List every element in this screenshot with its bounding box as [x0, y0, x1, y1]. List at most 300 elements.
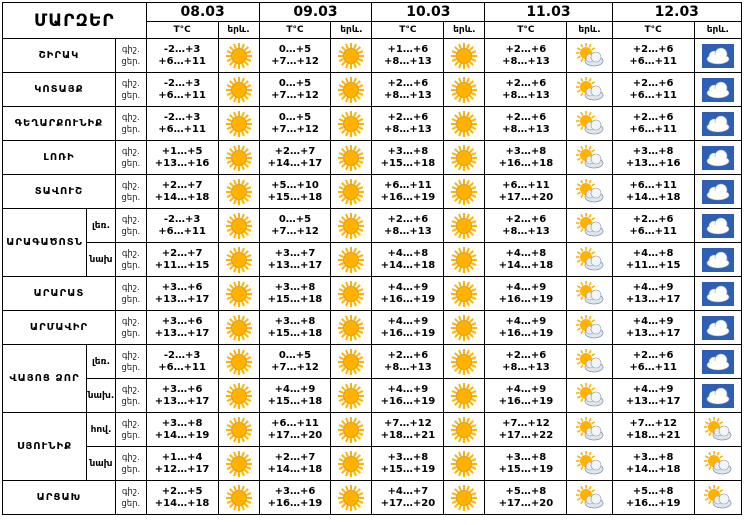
day-temperature: +14…+18 [625, 463, 681, 475]
day-temperature: +8…+13 [502, 89, 550, 101]
temperature-cell [146, 141, 218, 175]
day-temperature: +6…+11 [629, 123, 677, 135]
day-temperature: +13…+17 [625, 395, 681, 407]
day-temperature: +16…+19 [380, 327, 436, 339]
table-row [3, 243, 742, 277]
sun-behind-cloud-icon [694, 481, 741, 515]
day-temperature: +8…+13 [384, 361, 432, 373]
night-temperature: +2…+6 [632, 111, 674, 123]
sun-behind-cloud-icon [567, 413, 612, 447]
table-row [3, 141, 742, 175]
night-temperature: +3…+6 [161, 383, 203, 395]
day-temperature: +7…+12 [271, 55, 319, 67]
sun-behind-cloud-icon [567, 447, 612, 481]
night-temperature: +2…+6 [505, 111, 547, 123]
temperature-cell [612, 379, 694, 413]
temperature-cell [146, 209, 218, 243]
day-temperature: +14…+18 [498, 259, 554, 271]
night-temperature: +2…+7 [161, 179, 203, 191]
sun-icon [331, 311, 372, 345]
table-row [3, 73, 742, 107]
day-temperature: +14…+18 [267, 463, 323, 475]
temperature-cell [146, 277, 218, 311]
night-label: գիշ. [121, 486, 140, 497]
cloud-icon [694, 209, 741, 243]
region-name: ՎԱՅՈՑ ՁՈՐ [3, 345, 87, 413]
sun-behind-cloud-icon [567, 73, 612, 107]
night-label: գիշ. [121, 44, 140, 55]
temperature-cell [612, 345, 694, 379]
sun-icon [331, 209, 372, 243]
temperature-cell [259, 379, 331, 413]
night-temperature: -2…+3 [163, 77, 201, 89]
night-temperature: +2…+6 [387, 213, 429, 225]
day-temperature: +7…+12 [271, 123, 319, 135]
sun-behind-cloud-icon [567, 345, 612, 379]
date-header: 11.03 [485, 3, 612, 22]
time-of-day-labels [115, 73, 146, 107]
sun-behind-cloud-icon [567, 209, 612, 243]
night-temperature: -2…+3 [163, 43, 201, 55]
icon-column-header: երև. [218, 22, 259, 39]
night-temperature: +3…+7 [274, 247, 316, 259]
day-temperature: +16…+19 [498, 293, 554, 305]
sun-icon [218, 447, 259, 481]
day-temperature: +8…+13 [502, 55, 550, 67]
night-label: գիշ. [121, 180, 140, 191]
temperature-cell [612, 175, 694, 209]
day-label: ցեր. [121, 56, 141, 67]
cloud-icon [694, 277, 741, 311]
temperature-cell [259, 243, 331, 277]
sun-behind-cloud-icon [567, 141, 612, 175]
day-temperature: +6…+11 [158, 123, 206, 135]
region-name: ԿՈՏԱՅՔ [3, 73, 116, 107]
sun-icon [444, 481, 485, 515]
sun-behind-cloud-icon [567, 39, 612, 73]
subregion-name: հով. [87, 413, 116, 447]
night-temperature: -2…+3 [163, 349, 201, 361]
table-row [3, 107, 742, 141]
temperature-cell [485, 379, 567, 413]
sun-icon [218, 39, 259, 73]
day-label: ցեր. [121, 328, 141, 339]
day-temperature: +13…+17 [267, 259, 323, 271]
day-temperature: +15…+19 [380, 463, 436, 475]
cloud-icon [694, 39, 741, 73]
temperature-cell [259, 345, 331, 379]
night-temperature: +4…+9 [632, 315, 674, 327]
date-header: 10.03 [372, 3, 485, 22]
temperature-cell [146, 175, 218, 209]
region-name: ՍՅՈՒՆԻՔ [3, 413, 87, 481]
table-row [3, 39, 742, 73]
day-temperature: +14…+17 [267, 157, 323, 169]
sun-icon [218, 209, 259, 243]
day-temperature: +15…+18 [267, 395, 323, 407]
night-temperature: +4…+9 [387, 315, 429, 327]
night-label: գիշ. [121, 248, 140, 259]
temperature-cell [485, 311, 567, 345]
cloud-icon [694, 311, 741, 345]
night-temperature: +4…+8 [387, 247, 429, 259]
day-temperature: +8…+13 [384, 225, 432, 237]
temperature-cell [259, 413, 331, 447]
cloud-icon [694, 379, 741, 413]
day-temperature: +6…+11 [629, 55, 677, 67]
temperature-cell [485, 73, 567, 107]
night-temperature: +3…+8 [274, 281, 316, 293]
sun-icon [331, 413, 372, 447]
table-row [3, 447, 742, 481]
temperature-cell [259, 311, 331, 345]
night-temperature: +3…+8 [505, 145, 547, 157]
icon-column-header: երև. [567, 22, 612, 39]
day-temperature: +15…+18 [267, 191, 323, 203]
temperature-cell [485, 413, 567, 447]
night-temperature: +5…+10 [271, 179, 319, 191]
temperature-cell [485, 243, 567, 277]
night-temperature: +6…+11 [384, 179, 432, 191]
sun-icon [331, 73, 372, 107]
night-label: գիշ. [121, 78, 140, 89]
day-temperature: +6…+11 [158, 361, 206, 373]
night-temperature: +2…+5 [161, 485, 203, 497]
day-label: ցեր. [121, 158, 141, 169]
temperature-cell [372, 447, 444, 481]
day-temperature: +13…+17 [625, 327, 681, 339]
night-temperature: +3…+8 [505, 451, 547, 463]
date-header: 12.03 [612, 3, 741, 22]
temperature-cell [612, 277, 694, 311]
sun-icon [444, 209, 485, 243]
temperature-cell [372, 345, 444, 379]
day-label: ցեր. [121, 90, 141, 101]
day-label: ցեր. [121, 192, 141, 203]
day-temperature: +18…+21 [625, 429, 681, 441]
day-label: ցեր. [121, 124, 141, 135]
temperature-cell [259, 73, 331, 107]
night-temperature: +7…+12 [629, 417, 677, 429]
day-temperature: +13…+17 [625, 293, 681, 305]
day-temperature: +15…+19 [498, 463, 554, 475]
time-of-day-labels [115, 243, 146, 277]
region-name: ԼՈՌԻ [3, 141, 116, 175]
night-label: գիշ. [121, 214, 140, 225]
day-temperature: +7…+12 [271, 361, 319, 373]
temperature-cell [372, 141, 444, 175]
night-temperature: +2…+6 [505, 349, 547, 361]
time-of-day-labels [115, 141, 146, 175]
day-temperature: +17…+20 [267, 429, 323, 441]
region-name: ԳԵՂԱՐՔՈՒՆԻՔ [3, 107, 116, 141]
night-temperature: +2…+6 [505, 77, 547, 89]
sun-icon [218, 73, 259, 107]
sun-icon [331, 345, 372, 379]
night-temperature: 0…+5 [278, 349, 312, 361]
temperature-cell [146, 39, 218, 73]
temperature-cell [612, 141, 694, 175]
region-name: ԱՐՑԱԽ [3, 481, 116, 515]
time-of-day-labels [115, 413, 146, 447]
day-temperature: +8…+13 [502, 361, 550, 373]
sun-icon [444, 413, 485, 447]
temperature-cell [612, 209, 694, 243]
night-temperature: 0…+5 [278, 43, 312, 55]
night-temperature: +2…+6 [632, 213, 674, 225]
sun-behind-cloud-icon [567, 243, 612, 277]
table-row [3, 277, 742, 311]
night-temperature: +4…+8 [505, 247, 547, 259]
day-temperature: +15…+18 [267, 293, 323, 305]
sun-icon [331, 379, 372, 413]
sun-icon [444, 345, 485, 379]
temperature-cell [372, 311, 444, 345]
temperature-cell [612, 447, 694, 481]
icon-column-header: երև. [444, 22, 485, 39]
temperature-cell [259, 39, 331, 73]
night-label: գիշ. [121, 146, 140, 157]
night-temperature: +1…+4 [161, 451, 203, 463]
night-label: գիշ. [121, 418, 140, 429]
forecast-body [3, 39, 742, 515]
sun-icon [444, 277, 485, 311]
temp-column-header: T°C [485, 22, 567, 39]
time-of-day-labels [115, 379, 146, 413]
day-temperature: +16…+19 [380, 191, 436, 203]
day-label: ցեր. [121, 226, 141, 237]
night-temperature: +7…+12 [502, 417, 550, 429]
sun-icon [444, 73, 485, 107]
night-temperature: +5…+8 [505, 485, 547, 497]
night-temperature: +3…+8 [387, 145, 429, 157]
cloud-icon [694, 107, 741, 141]
night-label: գիշ. [121, 350, 140, 361]
sun-behind-cloud-icon [567, 379, 612, 413]
temperature-cell [259, 209, 331, 243]
sun-icon [444, 447, 485, 481]
table-row [3, 413, 742, 447]
region-name: ԱՐԱՐԱՏ [3, 277, 116, 311]
table-row [3, 311, 742, 345]
temperature-cell [485, 39, 567, 73]
sun-icon [218, 243, 259, 277]
day-temperature: +13…+17 [154, 327, 210, 339]
night-temperature: -2…+3 [163, 213, 201, 225]
table-row [3, 345, 742, 379]
temperature-cell [146, 345, 218, 379]
temperature-cell [612, 39, 694, 73]
day-temperature: +16…+19 [267, 497, 323, 509]
day-temperature: +8…+13 [384, 123, 432, 135]
time-of-day-labels [115, 107, 146, 141]
temperature-cell [485, 107, 567, 141]
temp-column-header: T°C [612, 22, 694, 39]
temperature-cell [612, 311, 694, 345]
day-temperature: +6…+11 [629, 89, 677, 101]
day-temperature: +6…+11 [158, 225, 206, 237]
region-name: ՇԻՐԱԿ [3, 39, 116, 73]
night-temperature: +2…+7 [274, 145, 316, 157]
night-temperature: +4…+9 [505, 281, 547, 293]
day-label: ցեր. [121, 260, 141, 271]
night-label: գիշ. [121, 282, 140, 293]
day-temperature: +16…+19 [380, 395, 436, 407]
temperature-cell [146, 413, 218, 447]
night-temperature: +6…+11 [271, 417, 319, 429]
temperature-cell [612, 73, 694, 107]
night-temperature: +2…+6 [632, 349, 674, 361]
night-temperature: +3…+8 [632, 451, 674, 463]
night-temperature: +2…+6 [632, 43, 674, 55]
day-temperature: +16…+19 [498, 327, 554, 339]
day-temperature: +16…+19 [380, 293, 436, 305]
sun-icon [331, 277, 372, 311]
day-temperature: +16…+19 [625, 497, 681, 509]
night-temperature: +4…+9 [632, 383, 674, 395]
temperature-cell [612, 243, 694, 277]
sun-icon [218, 141, 259, 175]
day-label: ցեր. [121, 464, 141, 475]
sun-icon [218, 345, 259, 379]
temperature-cell [485, 481, 567, 515]
sun-icon [444, 379, 485, 413]
day-temperature: +15…+18 [380, 157, 436, 169]
date-header: 08.03 [146, 3, 259, 22]
sun-behind-cloud-icon [694, 413, 741, 447]
sun-icon [331, 175, 372, 209]
subregion-name: լեռ. [87, 209, 116, 243]
sun-icon [218, 311, 259, 345]
night-temperature: +6…+11 [502, 179, 550, 191]
sun-icon [331, 447, 372, 481]
temperature-cell [485, 175, 567, 209]
night-temperature: +4…+9 [387, 383, 429, 395]
night-temperature: +6…+11 [629, 179, 677, 191]
night-temperature: 0…+5 [278, 77, 312, 89]
temperature-cell [372, 39, 444, 73]
temperature-cell [146, 481, 218, 515]
day-temperature: +13…+17 [154, 395, 210, 407]
day-temperature: +6…+11 [158, 89, 206, 101]
table-row [3, 209, 742, 243]
night-temperature: +4…+8 [632, 247, 674, 259]
temperature-cell [146, 243, 218, 277]
day-temperature: +7…+12 [271, 89, 319, 101]
time-of-day-labels [115, 311, 146, 345]
temperature-cell [612, 107, 694, 141]
day-label: ցեր. [121, 430, 141, 441]
temperature-cell [372, 107, 444, 141]
day-temperature: +14…+19 [154, 429, 210, 441]
day-temperature: +6…+11 [629, 361, 677, 373]
temperature-cell [372, 73, 444, 107]
day-temperature: +14…+18 [380, 259, 436, 271]
day-label: ցեր. [121, 498, 141, 509]
subregion-name: լեռ. [87, 345, 116, 379]
table-title: ՄԱՐԶԵՐ [3, 3, 147, 39]
sun-icon [331, 107, 372, 141]
night-temperature: +2…+6 [387, 349, 429, 361]
subregion-name: նախ [87, 243, 116, 277]
night-temperature: +4…+9 [632, 281, 674, 293]
table-row [3, 481, 742, 515]
temperature-cell [372, 379, 444, 413]
day-temperature: +8…+13 [384, 55, 432, 67]
day-temperature: +13…+16 [625, 157, 681, 169]
day-temperature: +17…+20 [498, 497, 554, 509]
forecast-table [2, 2, 742, 515]
night-temperature: -2…+3 [163, 111, 201, 123]
day-temperature: +13…+17 [154, 293, 210, 305]
night-temperature: 0…+5 [278, 111, 312, 123]
temperature-cell [259, 141, 331, 175]
sun-icon [444, 107, 485, 141]
night-temperature: +4…+9 [274, 383, 316, 395]
day-temperature: +17…+20 [380, 497, 436, 509]
temperature-cell [372, 175, 444, 209]
temperature-cell [372, 481, 444, 515]
region-name: ՏԱՎՈՒՇ [3, 175, 116, 209]
night-temperature: +3…+8 [632, 145, 674, 157]
sun-icon [218, 175, 259, 209]
sun-behind-cloud-icon [567, 481, 612, 515]
sun-icon [218, 481, 259, 515]
day-temperature: +8…+13 [502, 225, 550, 237]
cloud-icon [694, 141, 741, 175]
time-of-day-labels [115, 175, 146, 209]
temperature-cell [372, 243, 444, 277]
night-label: գիշ. [121, 384, 140, 395]
time-of-day-labels [115, 345, 146, 379]
night-temperature: +2…+7 [274, 451, 316, 463]
day-temperature: +13…+16 [154, 157, 210, 169]
temperature-cell [146, 379, 218, 413]
night-temperature: +3…+6 [161, 281, 203, 293]
sun-icon [331, 39, 372, 73]
sun-icon [444, 243, 485, 277]
day-temperature: +12…+17 [154, 463, 210, 475]
temp-column-header: T°C [259, 22, 331, 39]
night-temperature: +2…+6 [505, 213, 547, 225]
night-temperature: +7…+12 [384, 417, 432, 429]
table-row [3, 175, 742, 209]
temperature-cell [146, 311, 218, 345]
temperature-cell [259, 107, 331, 141]
night-temperature: +2…+6 [387, 77, 429, 89]
temp-column-header: T°C [146, 22, 218, 39]
temperature-cell [372, 209, 444, 243]
day-temperature: +11…+15 [625, 259, 681, 271]
night-temperature: +2…+6 [505, 43, 547, 55]
temperature-cell [259, 481, 331, 515]
sun-icon [331, 481, 372, 515]
day-temperature: +14…+18 [154, 191, 210, 203]
sun-icon [218, 107, 259, 141]
night-temperature: +2…+7 [161, 247, 203, 259]
sun-icon [331, 243, 372, 277]
sun-icon [444, 141, 485, 175]
cloud-icon [694, 345, 741, 379]
day-temperature: +18…+21 [380, 429, 436, 441]
date-header: 09.03 [259, 3, 372, 22]
day-temperature: +11…+15 [154, 259, 210, 271]
day-temperature: +7…+12 [271, 225, 319, 237]
icon-column-header: երև. [331, 22, 372, 39]
night-temperature: +5…+8 [632, 485, 674, 497]
temperature-cell [259, 277, 331, 311]
night-label: գիշ. [121, 316, 140, 327]
